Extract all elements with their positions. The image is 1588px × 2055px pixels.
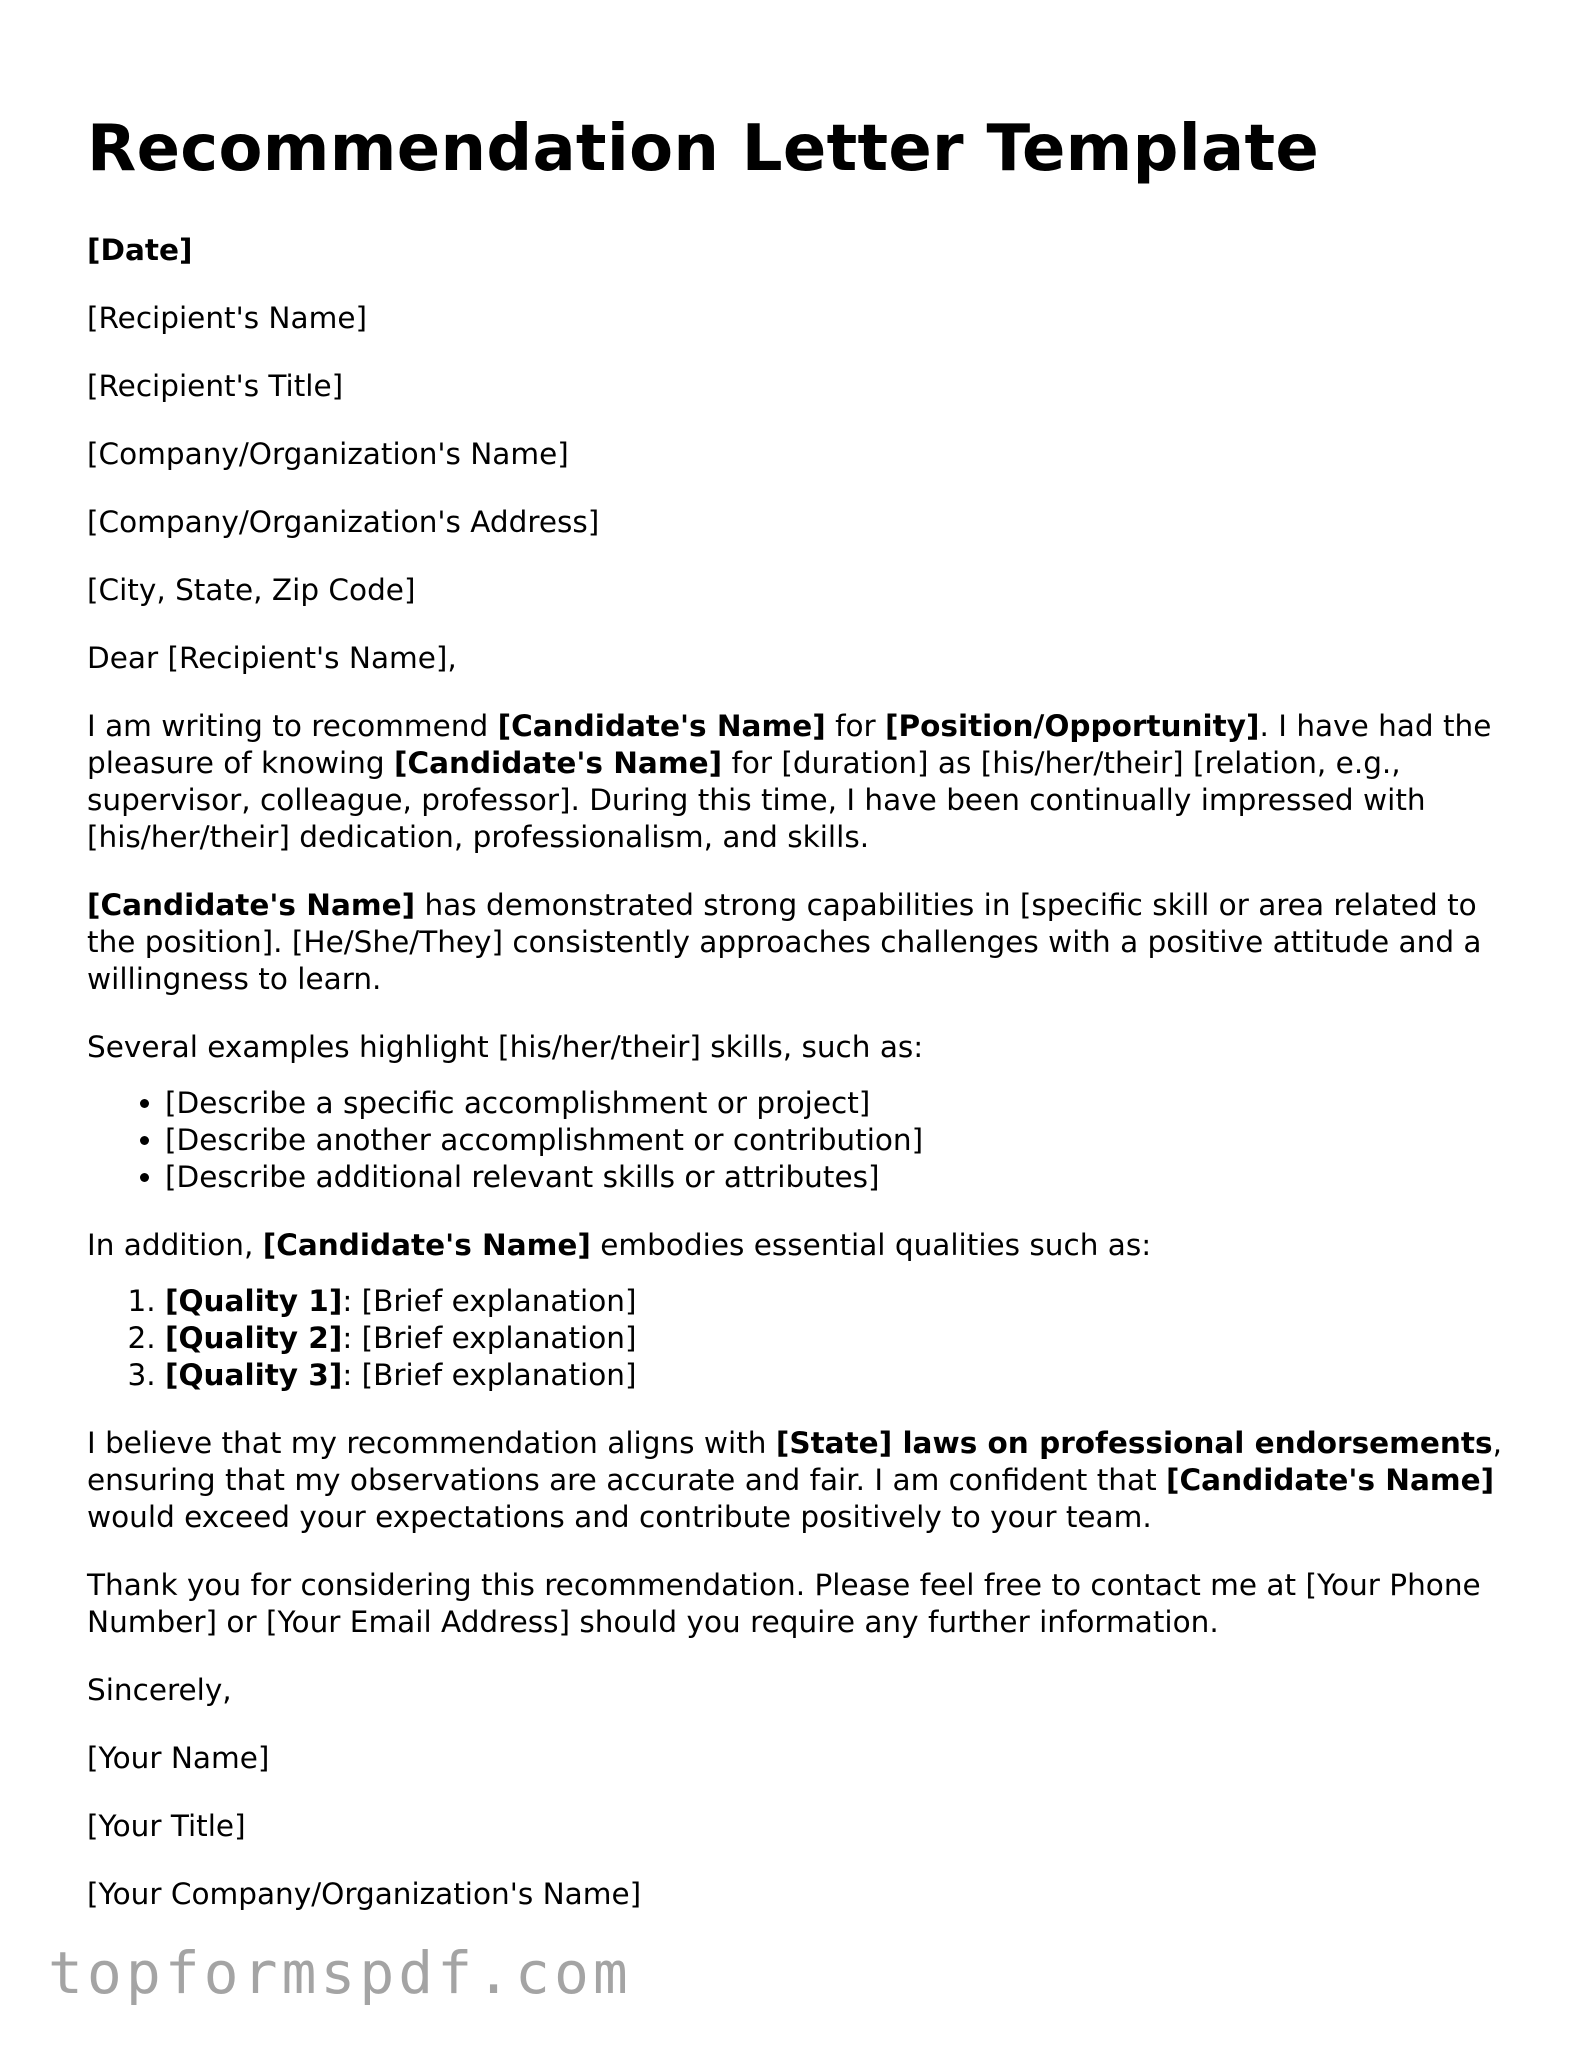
position-bold: [Position/Opportunity] [885, 709, 1260, 743]
quality-text: : [Brief explanation] [342, 1358, 637, 1392]
list-item: • [Describe additional relevant skills or attributes] [165, 1159, 1507, 1196]
list-item: • [Describe another accomplishment or contribution] [165, 1122, 1507, 1159]
laws-text-1: I believe that my recommendation aligns with [87, 1426, 776, 1460]
page-title: Recommendation Letter Template [87, 112, 1320, 186]
signature-company: [Your Company/Organization's Name] [87, 1877, 642, 1911]
quality-label: [Quality 3] [165, 1358, 343, 1392]
laws-bold: [State] laws on professional endorsements [775, 1426, 1493, 1460]
intro-paragraph [87, 708, 1507, 856]
list-item [165, 1320, 1507, 1357]
capabilities-paragraph [87, 887, 1507, 998]
recipient-title-line: [Recipient's Title] [87, 369, 344, 403]
qualities-list [87, 1283, 1507, 1394]
list-item [165, 1283, 1507, 1320]
list-item: • [Describe a specific accomplishment or project] [165, 1085, 1507, 1122]
laws-paragraph [87, 1425, 1507, 1536]
signature-title: [Your Title] [87, 1809, 246, 1843]
intro-text-3: . I have had the pleasure of knowing [87, 709, 1492, 780]
company-name-line: [Company/Organization's Name] [87, 437, 569, 471]
city-state-zip-line: [City, State, Zip Code] [87, 573, 416, 607]
quality-label: [Quality 1] [165, 1284, 343, 1318]
qualities-text-2: embodies essential qualities such as: [590, 1228, 1152, 1262]
capabilities-text: has demonstrated strong capabilities in [specific skill or area related to the position]. [He/She/They] consistently approaches challenges with a positive attitude and a willingness to learn. [87, 888, 1482, 996]
qualities-intro [87, 1227, 1507, 1264]
letter-document [87, 104, 1507, 1944]
laws-text-2: , ensuring that my observations are accurate and fair. I am confident that [87, 1426, 1502, 1497]
quality-label: [Quality 2] [165, 1321, 343, 1355]
watermark: topformspdf.com [48, 1939, 632, 2007]
candidate-name-bold: [Candidate's Name] [262, 1228, 591, 1262]
intro-text-1: I am writing to recommend [87, 709, 498, 743]
company-address-line: [Company/Organization's Address] [87, 505, 600, 539]
closing: Sincerely, [87, 1673, 232, 1707]
candidate-name-bold: [Candidate's Name] [1166, 1463, 1495, 1497]
intro-text-2: for [825, 709, 886, 743]
salutation: Dear [Recipient's Name], [87, 641, 457, 675]
candidate-name-bold: [Candidate's Name] [497, 709, 826, 743]
list-item [165, 1357, 1507, 1394]
qualities-text-1: In addition, [87, 1228, 263, 1262]
examples-intro: Several examples highlight [his/her/their] skills, such as: [87, 1030, 924, 1064]
recipient-name-line: [Recipient's Name] [87, 301, 367, 335]
laws-text-3: would exceed your expectations and contribute positively to your team. [87, 1500, 1152, 1534]
candidate-name-bold: [Candidate's Name] [393, 746, 723, 780]
intro-text-4: for [duration] as [his/her/their] [relation, e.g., supervisor, colleague, professor]. During this time, I have been continually impressed with [his/her/their] dedication, professionalism, and skills. [87, 746, 1426, 854]
examples-list [87, 1085, 1507, 1196]
quality-text: : [Brief explanation] [342, 1284, 637, 1318]
signature-name: [Your Name] [87, 1741, 270, 1775]
quality-text: : [Brief explanation] [342, 1321, 637, 1355]
thanks-paragraph: Thank you for considering this recommendation. Please feel free to contact me at [Your Phone Number] or [Your Email Address] should you require any further information. [87, 1568, 1481, 1639]
date-line: [Date] [87, 233, 193, 267]
candidate-name-bold: [Candidate's Name] [87, 888, 416, 922]
